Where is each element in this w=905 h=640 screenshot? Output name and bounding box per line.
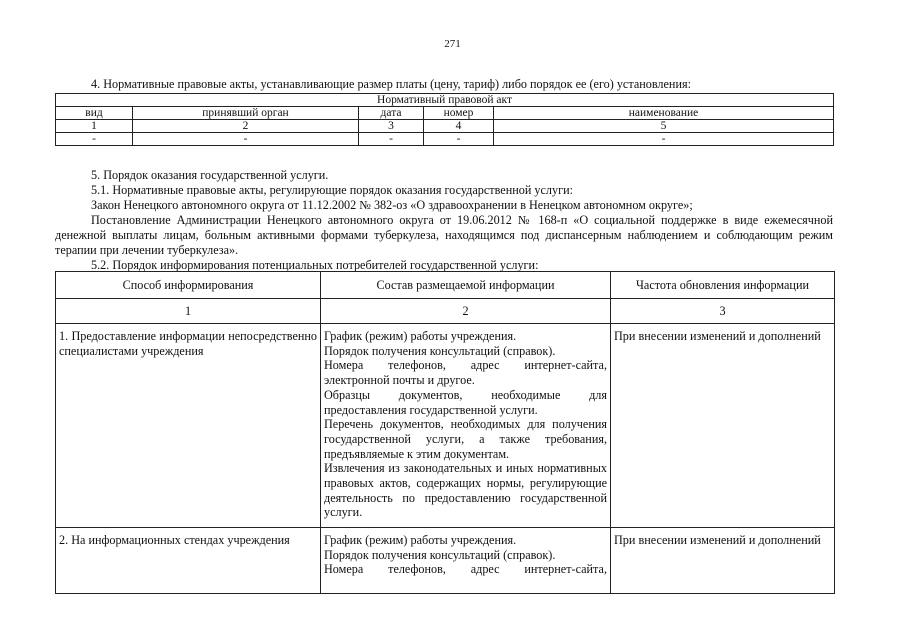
legal-acts-table bbox=[55, 93, 834, 146]
column-number: 5 bbox=[494, 120, 834, 133]
content-item: Номера телефонов, адрес интернет-сайта, bbox=[324, 562, 607, 577]
content-item: Порядок получения консультаций (справок). bbox=[324, 547, 556, 562]
content-item: Извлечения из законодательных и иных нормативных правовых актов, содержащих нормы, регулирующие деятельность по предоставлению государственной услуги. bbox=[324, 461, 607, 520]
method-cell: 2. На информационных стендах учреждения bbox=[59, 533, 290, 547]
legal-acts-group-header: Нормативный правовой акт bbox=[56, 94, 834, 107]
table-row bbox=[56, 528, 835, 594]
content-item: Номера телефонов, адрес интернет-сайта, электронной почты и другое. bbox=[324, 358, 607, 388]
law-reference: Закон Ненецкого автономного округа от 11.12.2002 № 382-оз «О здравоохранении в Ненецком автономном округе»; bbox=[91, 198, 693, 212]
section5-2-heading: 5.2. Порядок информирования потенциальных потребителей государственной услуги: bbox=[91, 258, 539, 272]
column-header: принявший орган bbox=[133, 107, 359, 120]
section5-heading: 5. Порядок оказания государственной услуги. bbox=[91, 168, 329, 182]
column-number: 1 bbox=[56, 299, 321, 324]
content-item: Порядок получения консультаций (справок). bbox=[324, 343, 556, 358]
frequency-cell: При внесении изменений и дополнений bbox=[614, 329, 821, 343]
column-number: 2 bbox=[133, 120, 359, 133]
column-header: наименование bbox=[494, 107, 834, 120]
column-header: дата bbox=[359, 107, 424, 120]
resolution-reference: Постановление Администрации Ненецкого автономного округа от 19.06.2012 № 168-п «О социальной поддержке в виде ежемесячной денежной выплаты лицам, больным активными формами туберкулеза, находящимся под диспансерным наблюдением и соблюдающим режим терапии при лечении туберкулеза». bbox=[55, 213, 833, 257]
column-number: 2 bbox=[321, 299, 611, 324]
section5-1-heading: 5.1. Нормативные правовые акты, регулирующие порядок оказания государственной услуги: bbox=[91, 183, 573, 197]
content-item: Перечень документов, необходимых для получения государственной услуги, а также требования, предъявляемые к этим документам. bbox=[324, 417, 607, 461]
information-table bbox=[55, 271, 835, 594]
table-cell: - bbox=[424, 133, 494, 146]
column-number: 4 bbox=[424, 120, 494, 133]
table-cell: - bbox=[56, 133, 133, 146]
content-item: Образцы документов, необходимые для предоставления государственной услуги. bbox=[324, 387, 607, 417]
table-cell: - bbox=[494, 133, 834, 146]
table-row bbox=[56, 324, 835, 528]
page-number: 271 bbox=[444, 38, 461, 50]
column-header: Частота обновления информации bbox=[611, 272, 835, 299]
content-item: График (режим) работы учреждения. bbox=[324, 329, 517, 343]
table-cell: - bbox=[359, 133, 424, 146]
column-header: Состав размещаемой информации bbox=[321, 272, 611, 299]
table-cell: - bbox=[133, 133, 359, 146]
column-header: Способ информирования bbox=[56, 272, 321, 299]
method-cell: 1. Предоставление информации непосредственно специалистами учреждения bbox=[59, 329, 317, 358]
frequency-cell: При внесении изменений и дополнений bbox=[614, 533, 821, 547]
content-item: График (режим) работы учреждения. bbox=[324, 533, 517, 547]
column-number: 3 bbox=[611, 299, 835, 324]
section4-heading: 4. Нормативные правовые акты, устанавливающие размер платы (цену, тариф) либо порядок ее (его) установления: bbox=[91, 77, 691, 91]
column-number: 1 bbox=[56, 120, 133, 133]
column-header: номер bbox=[424, 107, 494, 120]
column-number: 3 bbox=[359, 120, 424, 133]
column-header: вид bbox=[56, 107, 133, 120]
